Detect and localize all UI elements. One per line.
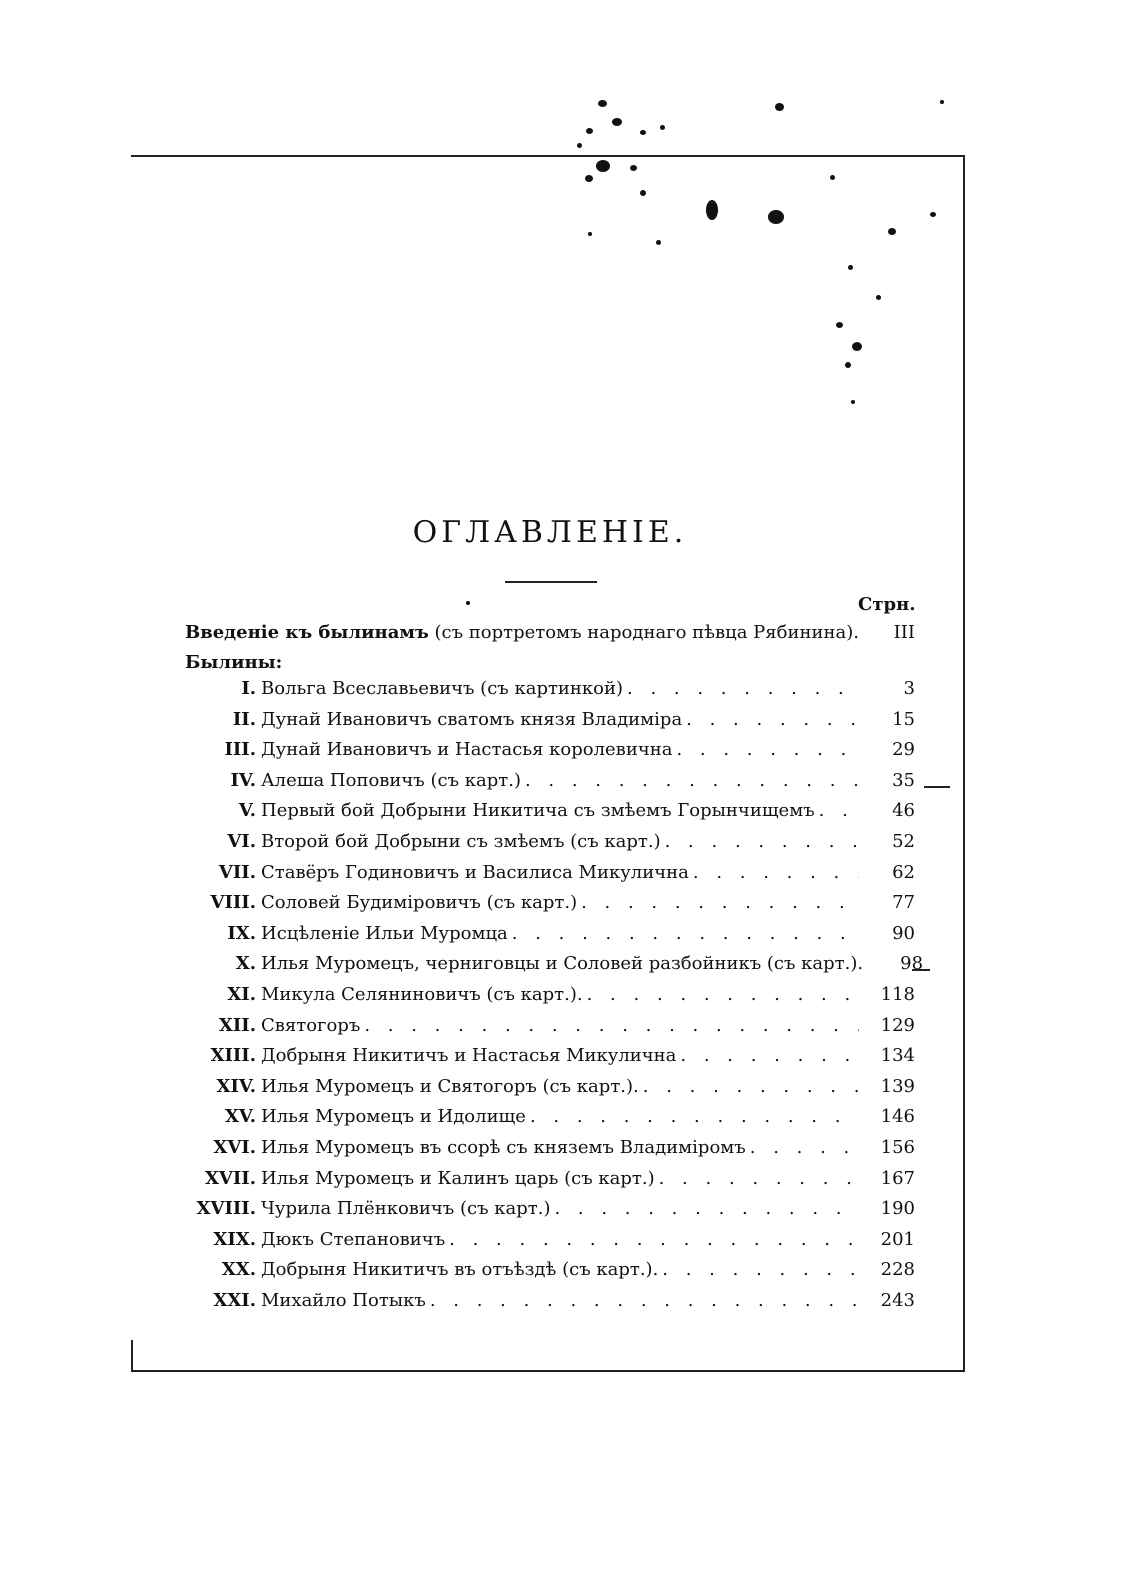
entry-page-number: 243 (880, 1289, 915, 1311)
entry-number: VIII. (210, 892, 256, 914)
dot-leader (750, 1137, 859, 1158)
entry-number: VI. (227, 830, 256, 852)
page-column-header: Стрн. (858, 594, 916, 615)
entry-page-number: 90 (892, 922, 915, 944)
entry-page-number: 118 (880, 983, 915, 1005)
dot-leader (449, 1229, 859, 1250)
entry-number: XXI. (213, 1289, 256, 1311)
toc-entry (180, 1198, 915, 1229)
entry-title: Илья Муромецъ въ ссорѣ съ княземъ Владиміромъ (261, 1136, 746, 1158)
margin-tick (924, 786, 950, 788)
toc-entry (180, 923, 915, 954)
toc-entry (180, 1045, 915, 1076)
toc-entry (180, 1015, 915, 1046)
entry-page-number: 62 (892, 861, 915, 883)
entry-title: Второй бой Добрыни съ змѣемъ (съ карт.) (261, 830, 661, 852)
entry-number: XX. (221, 1259, 256, 1281)
entry-number: IX. (227, 922, 256, 944)
entry-title: Илья Муромецъ, черниговцы и Соловей разбойникъ (съ карт.). (261, 953, 864, 975)
toc-entry (180, 862, 915, 893)
toc-entry (180, 953, 924, 984)
entry-number: XIV. (216, 1075, 256, 1097)
title-rule (505, 581, 597, 583)
dot-leader (364, 1015, 859, 1036)
toc-entry (180, 1076, 915, 1107)
entry-page-number: 77 (892, 892, 915, 914)
entry-title: Исцѣленіе Ильи Муромца (261, 922, 508, 944)
entry-page-number: 35 (892, 769, 915, 791)
entry-title: Вольга Всеславьевичъ (съ картинкой) (261, 678, 624, 699)
entry-page-number: 29 (892, 739, 915, 761)
entry-page-number: 15 (892, 708, 915, 730)
toc-entry (180, 678, 915, 709)
entry-number: XIX. (213, 1228, 256, 1250)
entry-title: Дюкъ Степановичъ (261, 1228, 446, 1250)
entry-page-number: 228 (880, 1259, 915, 1281)
toc-entry (180, 800, 915, 831)
dot-leader (680, 1045, 859, 1066)
section-heading: Былины: (185, 652, 283, 673)
entry-number: XIII. (210, 1045, 256, 1067)
dot-leader (686, 709, 859, 730)
entry-page-number: 190 (880, 1198, 915, 1220)
entry-title: Добрыня Никитичъ въ отъѣздѣ (съ карт.). (261, 1259, 659, 1281)
entry-title: Илья Муромецъ и Святогоръ (съ карт.). (261, 1075, 639, 1097)
dot-leader (530, 1106, 859, 1127)
entry-title: Илья Муромецъ и Калинъ царь (съ карт.) (261, 1167, 655, 1189)
page-title: ОГЛАВЛЕНІЕ. (412, 515, 688, 550)
entry-page-number: 156 (880, 1136, 915, 1158)
entry-title: Соловей Будиміровичъ (съ карт.) (261, 892, 578, 914)
entry-number: X. (235, 953, 256, 975)
entry-number: XVI. (213, 1136, 256, 1158)
entry-title: Ставёръ Годиновичъ и Василиса Микулична (261, 861, 689, 883)
entry-page-number: 139 (880, 1075, 915, 1097)
dot-leader (627, 678, 859, 699)
entry-title: Первый бой Добрыни Никитича съ змѣемъ Горынчищемъ (261, 800, 815, 822)
entry-title: Микула Селяниновичъ (съ карт.). (261, 983, 583, 1005)
toc-entry (180, 892, 915, 923)
toc-entry (180, 1137, 915, 1168)
toc-entry (180, 1106, 915, 1137)
toc-entry (180, 709, 915, 740)
entry-page-number: 167 (880, 1167, 915, 1189)
dot-leader (581, 892, 859, 913)
toc-entry (180, 984, 915, 1015)
entry-title: Михайло Потыкъ (261, 1289, 426, 1311)
page-border-left-stub (131, 1340, 133, 1370)
entry-number: XVII. (204, 1167, 256, 1189)
toc-entry (180, 1229, 915, 1260)
entry-page-number: 46 (892, 800, 915, 822)
entry-number: IV. (230, 769, 256, 791)
entry-number: I. (241, 678, 256, 699)
introduction-subtitle: (съ портретомъ народнаго пѣвца Рябинина). (428, 622, 859, 643)
toc-entry (180, 739, 915, 770)
dot-leader (525, 770, 859, 791)
dot-leader (819, 800, 859, 821)
entry-page-number: 134 (880, 1045, 915, 1067)
toc-entry (180, 1290, 915, 1321)
entry-number: III. (224, 739, 256, 761)
toc-entry (180, 770, 915, 801)
entry-page-number: 129 (880, 1014, 915, 1036)
entry-title: Добрыня Никитичъ и Настасья Микулична (261, 1045, 677, 1067)
entry-title: Дунай Ивановичъ сватомъ князя Владиміра (261, 708, 683, 730)
dot-leader (643, 1076, 859, 1097)
dot-leader (665, 831, 859, 852)
entry-page-number: 201 (880, 1228, 915, 1250)
entry-number: V. (238, 800, 256, 822)
entry-title: Алеша Поповичъ (съ карт.) (261, 769, 521, 791)
entry-page-number: 98 (900, 953, 924, 975)
dot-leader (659, 1168, 859, 1189)
dot-leader (693, 862, 859, 883)
dot-leader (430, 1290, 859, 1311)
dot-leader (676, 739, 859, 760)
introduction-title: Введеніе къ былинамъ (185, 622, 429, 643)
toc-entry (180, 1259, 915, 1290)
entry-number: XII. (218, 1014, 256, 1036)
entry-title: Илья Муромецъ и Идолище (261, 1106, 526, 1128)
entry-number: XI. (227, 983, 256, 1005)
introduction-page: III (893, 622, 915, 643)
entry-title: Дунай Ивановичъ и Настасья королевична (261, 739, 673, 761)
entry-page-number: 52 (892, 830, 915, 852)
entry-title: Святогоръ (261, 1014, 361, 1036)
toc-entries (180, 678, 924, 1320)
entry-title: Чурила Плёнковичъ (съ карт.) (261, 1198, 551, 1220)
entry-number: II. (232, 708, 256, 730)
dot-leader (662, 1259, 859, 1280)
entry-number: VII. (218, 861, 256, 883)
introduction-entry (185, 622, 915, 643)
entry-page-number: 3 (903, 678, 915, 699)
entry-number: XVIII. (196, 1198, 256, 1220)
toc-entry (180, 1168, 915, 1199)
toc-entry (180, 831, 915, 862)
dot-leader (512, 923, 859, 944)
dot-leader (554, 1198, 859, 1219)
entry-number: XV. (224, 1106, 256, 1128)
dot-leader (587, 984, 859, 1005)
entry-page-number: 146 (880, 1106, 915, 1128)
